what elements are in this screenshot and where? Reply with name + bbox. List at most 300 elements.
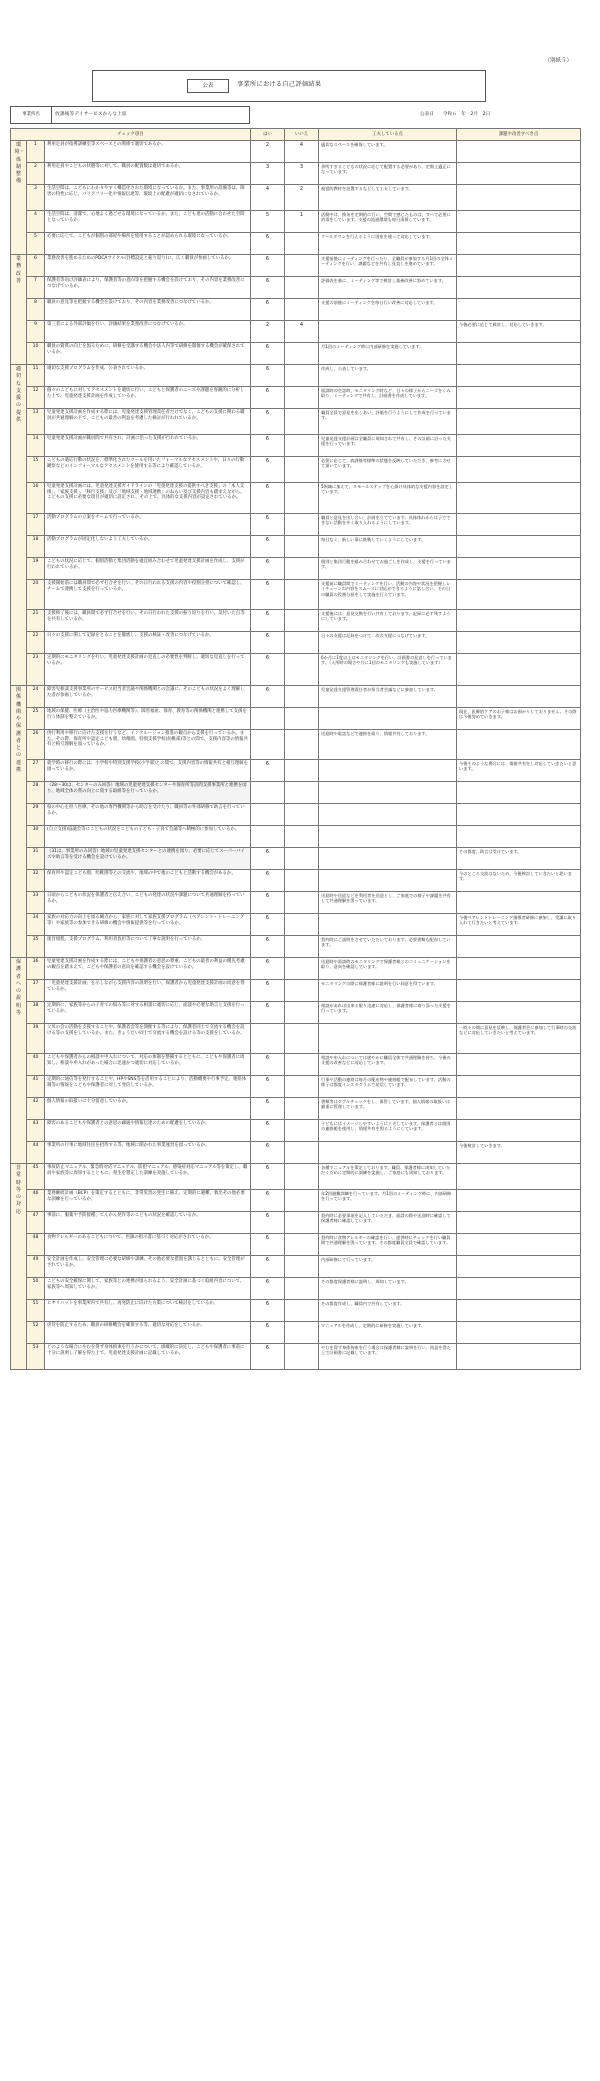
item-number: 16: [27, 483, 45, 514]
table-row: [11, 1002, 581, 1024]
efforts-text: 子どもにはイメージしやすいように工夫しています。保護者とは個別の連絡帳を使用し、情報共有を図るようにしています。: [319, 1120, 457, 1142]
item-number: 33: [27, 892, 45, 914]
answer-yes: 6: [251, 610, 285, 632]
item-number: 11: [27, 365, 45, 387]
issues-text: [457, 1120, 581, 1142]
answer-no: [285, 1190, 319, 1212]
answer-yes: 6: [251, 1256, 285, 1278]
table-row: [11, 782, 581, 804]
efforts-text: 支援の前後にミーティングを毎日行い改善に対応しています。: [319, 299, 457, 321]
item-number: 8: [27, 299, 45, 321]
table-row: [11, 211, 581, 233]
check-item-text: 県の中心を担う医療、その他の専門機関等から助言を受けたり、職員等の外部研修で助言を行っているか。: [45, 804, 251, 826]
table-row: [11, 936, 581, 958]
answer-no: [285, 730, 319, 760]
answer-yes: 6: [251, 870, 285, 892]
answer-no: [285, 1120, 319, 1142]
item-number: 29: [27, 804, 45, 826]
efforts-text: 送迎時や電話などで連絡を取り、情報共有しております。: [319, 730, 457, 760]
item-number: 51: [27, 1300, 45, 1322]
table-row: [11, 686, 581, 708]
item-number: 25: [27, 708, 45, 730]
efforts-text: 相談や申入れについては速やかに職員全体で共通理解を持ち、今後の支援の改善などに対応しています。: [319, 1054, 457, 1076]
office-label: 事業所名: [11, 107, 52, 123]
answer-no: [285, 580, 319, 610]
issues-text: [457, 1344, 581, 1370]
item-number: 53: [27, 1344, 45, 1370]
answer-yes: 6: [251, 365, 285, 387]
efforts-text: 6か月に1度以上はモニタリングを行い、計画書の見直しを行っています。（入所時の場合や月に1回のモニタリングも実施しています）: [319, 654, 457, 686]
check-item-text: 就学時の移行の際には、小学校や特別支援学校(小学部)との間で、支援内容等の情報共有と相互理解を図っているか。: [45, 760, 251, 782]
check-item-text: 事故防止マニュアル、緊急時対応マニュアル、防犯マニュアル、感染症対応マニュアル等を策定し、職員や家族等に周知するとともに、発生を想定した訓練を実施しているか。: [45, 1164, 251, 1190]
header-efforts: 工夫している点: [319, 129, 457, 141]
item-number: 36: [27, 958, 45, 980]
efforts-text: 職員と意見を出し合い、計画を立てています。具体体れからは子でできない活動を多く取り入れるようにしています。: [319, 514, 457, 536]
answer-yes: 6: [251, 1234, 285, 1256]
answer-no: [285, 1212, 319, 1234]
table-row: [11, 365, 581, 387]
answer-yes: 6: [251, 558, 285, 580]
answer-yes: 6: [251, 457, 285, 483]
table-row: [11, 1054, 581, 1076]
answer-yes: 6: [251, 1322, 285, 1344]
issues-text: [457, 1002, 581, 1024]
item-number: 12: [27, 387, 45, 409]
answer-no: [285, 343, 319, 365]
issues-text: [457, 580, 581, 610]
answer-yes: 6: [251, 409, 285, 435]
efforts-text: 支援前に職員間でミーティングを行い、活動の内容や状況を把握しレイチェーンの内容をスムーズに対応ができるように話し合い、その日の職員の役割分担をして実施を行えています。: [319, 580, 457, 610]
answer-yes: 6: [251, 1142, 285, 1164]
answer-no: [285, 1322, 319, 1344]
answer-yes: 6: [251, 580, 285, 610]
section-label: [11, 255, 27, 365]
answer-no: [285, 255, 319, 277]
item-number: 5: [27, 233, 45, 255]
answer-yes: 6: [251, 299, 285, 321]
issues-text: [457, 1054, 581, 1076]
efforts-text: [319, 914, 457, 936]
answer-no: [285, 980, 319, 1002]
issues-text: [457, 1322, 581, 1344]
efforts-text: 支援前後にミーティングを行ったり、全職員が参加する月1回の全体ミーティングを行い、課題などを共有し見直しを進めています。: [319, 255, 457, 277]
check-item-text: こどもの状況に応じて、個別活動と集団活動を適宜組み合わせて児童発達支援計画を作成し、支援が行われているか。: [45, 558, 251, 580]
issues-text: [457, 1256, 581, 1278]
header-yes: はい: [251, 129, 285, 141]
answer-no: [285, 654, 319, 686]
check-item-text: 食物アレルギーのあるこどもについて、医師の指示書に基づく対応がされているか。: [45, 1234, 251, 1256]
item-number: 46: [27, 1190, 45, 1212]
item-number: 41: [27, 1076, 45, 1098]
efforts-text: 児童発達支援管理責任者が担当者会議などに参加しています。: [319, 686, 457, 708]
table-row: [11, 1164, 581, 1190]
item-number: 35: [27, 936, 45, 958]
issues-text: [457, 958, 581, 980]
section-name: 環境・体制整備: [14, 142, 25, 185]
office-box: [10, 106, 250, 124]
table-row: [11, 654, 581, 686]
answer-no: 4: [285, 141, 319, 163]
page-title: 事業所における自己評価結果: [237, 81, 322, 88]
item-number: 2: [27, 163, 45, 185]
issues-text: 一時々の間に意見を反映し、保護者会に参加して行事時の交流などに対応していきたいと考えています。: [457, 1024, 581, 1054]
efforts-text: 年2回避難訓練を行っています。月1回のミーティング時に、内部研修を行っています。: [319, 1190, 457, 1212]
answer-yes: 6: [251, 483, 285, 514]
table-row: [11, 826, 581, 848]
table-row: [11, 435, 581, 457]
item-number: 40: [27, 1054, 45, 1076]
check-item-text: 父母の会の活動を支援することや、保護者会等を開催する等により、保護者同士で交流する機会を設ける等の支援をしているか。また、きょうだい同士で交流する機会を設ける等の支援をしているか。: [45, 1024, 251, 1054]
efforts-text: 適切なスペースを確保しています。: [319, 141, 457, 163]
issues-text: 今のところ交流はないため、今後検討していきたいと思います。: [457, 870, 581, 892]
check-item-text: 日頃からこどもの状況を保護者と伝え合い、こどもの発達の状況や課題について共通理解を持っているか。: [45, 892, 251, 914]
issues-text: [457, 826, 581, 848]
item-number: 30: [27, 826, 45, 848]
form-id: （別紙５）: [544, 58, 572, 64]
efforts-text: 書類等はダブルチェックをし、保管しています。個人情報の取扱いは厳重に管理しています。: [319, 1098, 457, 1120]
item-number: 9: [27, 321, 45, 343]
answer-yes: [251, 782, 285, 804]
issues-text: [457, 782, 581, 804]
answer-yes: 6: [251, 387, 285, 409]
answer-no: [285, 299, 319, 321]
answer-yes: 2: [251, 321, 285, 343]
answer-no: [285, 804, 319, 826]
efforts-text: その都度作成し、職員内で共有しています。: [319, 1300, 457, 1322]
answer-yes: 6: [251, 343, 285, 365]
answer-no: [285, 387, 319, 409]
answer-no: [285, 435, 319, 457]
answer-no: [285, 826, 319, 848]
answer-no: [285, 1098, 319, 1120]
table-row: [11, 1300, 581, 1322]
issues-text: [457, 277, 581, 299]
table-row: [11, 580, 581, 610]
answer-yes: 6: [251, 1120, 285, 1142]
issues-text: [457, 1190, 581, 1212]
check-item-text: 必要に応じて、こどもが個別の部屋や場所を使用することが認められる環境になっているか。: [45, 233, 251, 255]
answer-yes: 6: [251, 760, 285, 782]
table-row: [11, 760, 581, 782]
table-header-row: [11, 129, 581, 141]
efforts-text: 職員全員で意見を出しあい、評価を行うようにして作成を行っています。: [319, 409, 457, 435]
table-row: [11, 610, 581, 632]
answer-yes: 6: [251, 1190, 285, 1212]
answer-no: [285, 233, 319, 255]
efforts-text: [319, 804, 457, 826]
section-label: [11, 365, 27, 686]
check-item-text: （31は、事業所のみ回答）地域の児童発達支援センターとの連携を図り、必要に応じてスーパーバイズや助言等を受ける機会を設けているか。: [45, 848, 251, 870]
check-item-text: 保育所や認定こども園、幼稚園等との交流や、地域の中で他のこどもと活動する機会があるか。: [45, 870, 251, 892]
answer-yes: 6: [251, 914, 285, 936]
efforts-text: マニュアルを作成し、定期的に研修を実施しています。: [319, 1322, 457, 1344]
efforts-text: 行事や活動の連絡は毎月の配布物や連絡帳で配布しています。活動の様子は都度インスタグラムで発信しています。: [319, 1076, 457, 1098]
check-item-text: 定期的に通信等を発行することや、HPやSNS等を活用することにより、活動概要や行事予定、連絡体制等の情報をこどもや保護者に対して発信しているか。: [45, 1076, 251, 1098]
issues-text: [457, 299, 581, 321]
table-row: [11, 233, 581, 255]
answer-yes: [251, 730, 285, 760]
answer-yes: [251, 1024, 285, 1054]
check-item-text: 地域の保健、医療（主治医や協力医療機関等）、障害福祉、保育、教育等の関係機関と連携して支援を行う体制を整えているか。: [45, 708, 251, 730]
answer-yes: 6: [251, 1300, 285, 1322]
efforts-text: 送迎時や送迎などを利用者を送迎とし、ご家庭での様子や課題を共有して共通理解を図っています。: [319, 892, 457, 914]
issues-text: [457, 1076, 581, 1098]
table-row: [11, 277, 581, 299]
table-row: [11, 343, 581, 365]
efforts-text: [319, 1142, 457, 1164]
section-label: [11, 958, 27, 1164]
check-item-text: 安全計画を作成し、安全管理に必要な研修や訓練、その他必要な措置を講じるとともに、安全管理がされているか。: [45, 1256, 251, 1278]
issues-text: [457, 163, 581, 185]
issues-text: 今後検討していきます。: [457, 1142, 581, 1164]
efforts-text: 個別と集団行動を組み合わせてお過ごしを作成し、支援を行っています。: [319, 558, 457, 580]
issues-text: 現在、医療的ケアのお子様はお預かりしておりません。その際は今後努めていきます。: [457, 708, 581, 730]
answer-no: 4: [285, 321, 319, 343]
efforts-text: [319, 870, 457, 892]
efforts-text: 作成し、公表しています。: [319, 365, 457, 387]
item-number: 17: [27, 514, 45, 536]
answer-yes: 2: [251, 141, 285, 163]
efforts-text: やむを得ず身体拘束を行う場合は保護者様に説明を行い、同意を得た上で計画書に記載しています。: [319, 1344, 457, 1370]
table-row: [11, 1024, 581, 1054]
answer-yes: 6: [251, 1164, 285, 1190]
answer-no: [285, 1054, 319, 1076]
item-number: 42: [27, 1098, 45, 1120]
answer-yes: 6: [251, 1054, 285, 1076]
item-number: 24: [27, 686, 45, 708]
check-item-text: こどもの安全確保に関して、家族等との連携が図られるよう、安全計画に基づく取組内容について、家族等へ周知しているか。: [45, 1278, 251, 1300]
answer-yes: 6: [251, 980, 285, 1002]
section-name: 適切な支援の提供: [15, 366, 21, 423]
efforts-text: 児童発達支援計画は全職員に周知されて共有し、その計画に沿った支援を行っています。: [319, 435, 457, 457]
issues-text: [457, 365, 581, 387]
issues-text: [457, 255, 581, 277]
issues-text: 今後ペアレントトレーニング指導者研修に参加し、受講に取り入れて行きたいと考えています。: [457, 914, 581, 936]
answer-no: [285, 1142, 319, 1164]
answer-no: [285, 558, 319, 580]
item-number: 6: [27, 255, 45, 277]
answer-yes: [251, 804, 285, 826]
answer-yes: 6: [251, 277, 285, 299]
item-number: 43: [27, 1120, 45, 1142]
table-row: [11, 1278, 581, 1300]
answer-yes: 6: [251, 686, 285, 708]
efforts-text: 各種マニュアルを策定しております。職員、保護者様に周知していただくために定期的に訓練を実施し、ご家庭にも周知しております。: [319, 1164, 457, 1190]
check-item-text: 職員の意見等を把握する機会を設けており、その内容を業務改善につなげているか。: [45, 299, 251, 321]
check-item-text: 家族の対応力の向上を図る観点から、家族に対して家族支援プログラム（ペアレント・トレーニング等）や家族等の参加できる研修の機会や情報提供等を行っているか。: [45, 914, 251, 936]
answer-no: [285, 514, 319, 536]
efforts-text: 必要に応じて、放課後等標準の状態を反映していただき、参考にさせて頂いています。: [319, 457, 457, 483]
answer-yes: 6: [251, 848, 285, 870]
check-item-text: 児童発達支援計画を作成する際には、児童発達支援管理責任者だけでなく、こどもの支援に関わる職員が共通理解の下で、こどもの最善の利益を考慮した検討が行われているか。: [45, 409, 251, 435]
check-item-text: (自立支援)協議会等にこどもの状況をこどもの子ども・子育て会議等へ積極的に参加しているか。: [45, 826, 251, 848]
answer-no: [285, 686, 319, 708]
issues-text: 今後必要に応じて検討し、対応していきます。: [457, 321, 581, 343]
item-number: 7: [27, 277, 45, 299]
answer-no: [285, 277, 319, 299]
publication-date: 公表日 令和６ 年 2月 2日: [420, 112, 491, 117]
efforts-text: クールダウンを行えるように別室を使って対応しています。: [319, 233, 457, 255]
table-row: [11, 804, 581, 826]
section-label: [11, 1164, 27, 1370]
issues-text: [457, 892, 581, 914]
table-row: [11, 255, 581, 277]
check-item-text: 個人情報の取扱いに十分留意しているか。: [45, 1098, 251, 1120]
table-row: [11, 892, 581, 914]
efforts-text: 月1回のミーティング時に内部研修を実施しています。: [319, 343, 457, 365]
efforts-text: 視覚的教材を設置するなどして工夫しています。: [319, 185, 457, 211]
answer-no: [285, 632, 319, 654]
check-item-text: 児童発達支援計画を作成する際には、こどもや保護者の意思の尊重、こどもの最善の利益の優先考慮の観点を踏まえて、こどもや保護者の意向を確認する機会を設けているか。: [45, 958, 251, 980]
answer-yes: 6: [251, 1098, 285, 1120]
check-item-text: こどもの適応行動の状況を、標準化されたツールを用いたフォーマルなアセスメントや、日々の行動観察などのインフォーマルなアセスメントを使用する等により確認しているか。: [45, 457, 251, 483]
answer-yes: 3: [251, 163, 285, 185]
answer-no: 1: [285, 211, 319, 233]
answer-yes: 6: [251, 233, 285, 255]
item-number: 34: [27, 914, 45, 936]
issues-text: [457, 1212, 581, 1234]
issues-text: [457, 387, 581, 409]
check-item-text: どのような場合にやむを得ず身体拘束を行うかについて、組織的に決定し、こどもや保護者に事前に十分に説明し了解を得た上で、児童発達支援計画に記載しているか。: [45, 1344, 251, 1370]
efforts-text: [319, 708, 457, 730]
item-number: 49: [27, 1256, 45, 1278]
answer-no: [285, 1300, 319, 1322]
item-number: 32: [27, 870, 45, 892]
answer-no: [285, 610, 319, 632]
issues-text: [457, 435, 581, 457]
issues-text: [457, 730, 581, 760]
issues-text: [457, 211, 581, 233]
answer-no: [285, 1076, 319, 1098]
table-row: [11, 1120, 581, 1142]
check-item-text: 生活空間は、清潔で、心地よく過ごせる環境になっているか。また、こども達の活動に合わせた空間となっているか。: [45, 211, 251, 233]
check-item-text: 虐待を防止するため、職員の研修機会を確保する等、適切な対応をしているか。: [45, 1322, 251, 1344]
item-number: 44: [27, 1142, 45, 1164]
table-row: [11, 536, 581, 558]
answer-no: 2: [285, 185, 319, 211]
table-row: [11, 483, 581, 514]
issues-text: [457, 514, 581, 536]
check-item-text: 事前に、服薬や予防接種、てんかん発作等のこどもの状況を確認しているか。: [45, 1212, 251, 1234]
answer-no: [285, 1278, 319, 1300]
answer-yes: 6: [251, 654, 285, 686]
section-name: 保護者への説明等: [15, 959, 21, 1016]
efforts-text: [319, 782, 457, 804]
table-row: [11, 1190, 581, 1212]
issues-text: [457, 686, 581, 708]
item-number: 28: [27, 782, 45, 804]
efforts-text: 送迎時や面談時のモニタリングで保護者様とのコミュニケーションを取り、意向を確認しています。: [319, 958, 457, 980]
table-row: [11, 958, 581, 980]
item-number: 39: [27, 1024, 45, 1054]
issues-text: [457, 457, 581, 483]
item-number: 21: [27, 610, 45, 632]
answer-no: [285, 536, 319, 558]
check-item-text: 適切な支援プログラムを作成、公表されているか。: [45, 365, 251, 387]
table-row: [11, 730, 581, 760]
item-number: 15: [27, 457, 45, 483]
table-row: [11, 1076, 581, 1098]
item-number: 31: [27, 848, 45, 870]
check-item-text: 活動プログラムの立案をチームで行っているか。: [45, 514, 251, 536]
header-no: いいえ: [285, 129, 319, 141]
check-item-text: 職員の資質の向上を図るために、研修を受講する機会や法人内等で研修を開催する機会が確保されているか。: [45, 343, 251, 365]
check-item-text: （28～30は、センターのみ回答）地域の児童発達支援センターや保育所等訪問支援事業所と連携を図り、地域全体の質の向上に資する取組等を行っているか。: [45, 782, 251, 804]
answer-no: [285, 457, 319, 483]
answer-yes: 6: [251, 1278, 285, 1300]
item-number: 10: [27, 343, 45, 365]
efforts-text: 面談時の会話時、モニタリング時など、日々の様子からニーズをくみ取り、ミーティングで共有し、計画書を作成しています。: [319, 387, 457, 409]
table-row: [11, 1212, 581, 1234]
check-item-text: 第三者による外部評価を行い、評価結果を業務改善につなげているか。: [45, 321, 251, 343]
answer-no: [285, 892, 319, 914]
check-item-text: 保護者等向け評価表により、保護者等の意向等を把握する機会を設けており、その内容を業務改善につなげているか。: [45, 277, 251, 299]
table-row: [11, 558, 581, 580]
table-row: [11, 848, 581, 870]
check-item-text: 児童発達支援計画が職員間で共有され、計画に沿った支援が行われているか。: [45, 435, 251, 457]
check-item-text: 「児童発達支援計画」を示しながら支援内容の説明を行い、保護者から児童発達支援計画の同意を得ているか。: [45, 980, 251, 1002]
item-number: 50: [27, 1278, 45, 1300]
table-row: [11, 321, 581, 343]
issues-text: [457, 343, 581, 365]
check-item-text: 定期的に、家族等からの子育ての悩み等に対する相談に適切に応じ、面談や必要な助言と支援を行っているか。: [45, 1002, 251, 1024]
issues-text: [457, 141, 581, 163]
efforts-text: 相談があれば出来る限り迅速に対応し、保護者様に寄り添った支援を行っています。: [319, 1002, 457, 1024]
answer-no: [285, 1234, 319, 1256]
answer-no: [285, 958, 319, 980]
table-row: [11, 514, 581, 536]
section-name: 非常時等の対応: [15, 1165, 21, 1215]
title-box: [92, 70, 486, 102]
answer-yes: [251, 708, 285, 730]
issues-text: その都度、助言は受けています。: [457, 848, 581, 870]
issues-text: [457, 1278, 581, 1300]
check-item-text: 支援開始前には職員間で必ず打合せを行い、その日行われる支援の内容や役割分担について確認し、チームで連携して支援を行っているか。: [45, 580, 251, 610]
answer-yes: [251, 826, 285, 848]
item-number: 23: [27, 654, 45, 686]
efforts-text: 5領域に加えて、スモールステップを心掛け具体的な支援内容を設定しています。: [319, 483, 457, 514]
item-number: 48: [27, 1234, 45, 1256]
answer-yes: 6: [251, 435, 285, 457]
efforts-text: 評価表を基に、ミーティング等で検討し業務改善に努めています。: [319, 277, 457, 299]
publication-tag: 公表: [187, 79, 229, 93]
answer-yes: 6: [251, 1212, 285, 1234]
efforts-text: [319, 1024, 457, 1054]
table-row: [11, 1142, 581, 1164]
efforts-text: [319, 321, 457, 343]
check-item-text: 事業所の行事に地域住民を招待する等、地域に開かれた事業運営を図っているか。: [45, 1142, 251, 1164]
issues-text: [457, 536, 581, 558]
section-name: 関係機関や保護者との連携: [15, 687, 21, 773]
answer-yes: 6: [251, 892, 285, 914]
issues-text: [457, 654, 581, 686]
issues-text: [457, 980, 581, 1002]
check-item-text: 生活空間は、こどもにわかりやすく構造化された環境になっているか。また、事業所の設備等は、障害の特性に応じ、バリアフリー化や情報伝達等、環境上の配慮が適切になされているか。: [45, 185, 251, 211]
answer-yes: 6: [251, 1344, 285, 1370]
check-item-text: 支援終了後には、職員間で必ず打合せを行い、その日行われた支援の振り返りを行い、気付いた点等を共有しているか。: [45, 610, 251, 632]
item-number: 52: [27, 1322, 45, 1344]
answer-yes: 6: [251, 514, 285, 536]
efforts-text: 契約時にご説明をさせていただいております。必要書類も配布しています。: [319, 936, 457, 958]
check-item-text: 児童発達支援計画には、児童発達支援ガイドラインの「児童発達支援の提供すべき支援」の「本人支援」、「家族支援」、「移行支援」及び「地域支援・地域連携」のねらい及び支援内容も踏まえながら、こどもの支援に必要な項目が適切に設定され、その上で、具体的な支援内容が設定されているか。: [45, 483, 251, 514]
efforts-text: 活動中は、換気を定期的に行い、空間で感じたものは、すべて必要に消毒をしています。支援の流通環境も毎日清掃しています。: [319, 211, 457, 233]
answer-no: 3: [285, 163, 319, 185]
check-item-text: ヒヤリハットを事業所内で共有し、再発防止に向けた方策について検討をしているか。: [45, 1300, 251, 1322]
section-label: [11, 686, 27, 958]
item-number: 4: [27, 211, 45, 233]
check-item-text: 業務改善を進めるためのPDCAサイクル(目標設定と振り返り)に、広く職員が参画しているか。: [45, 255, 251, 277]
check-item-text: 個々のこどもに対してアセスメントを適切に行い、こどもと保護者のニーズや課題を客観的に分析した上で、児童発達支援計画を作成しているか。: [45, 387, 251, 409]
